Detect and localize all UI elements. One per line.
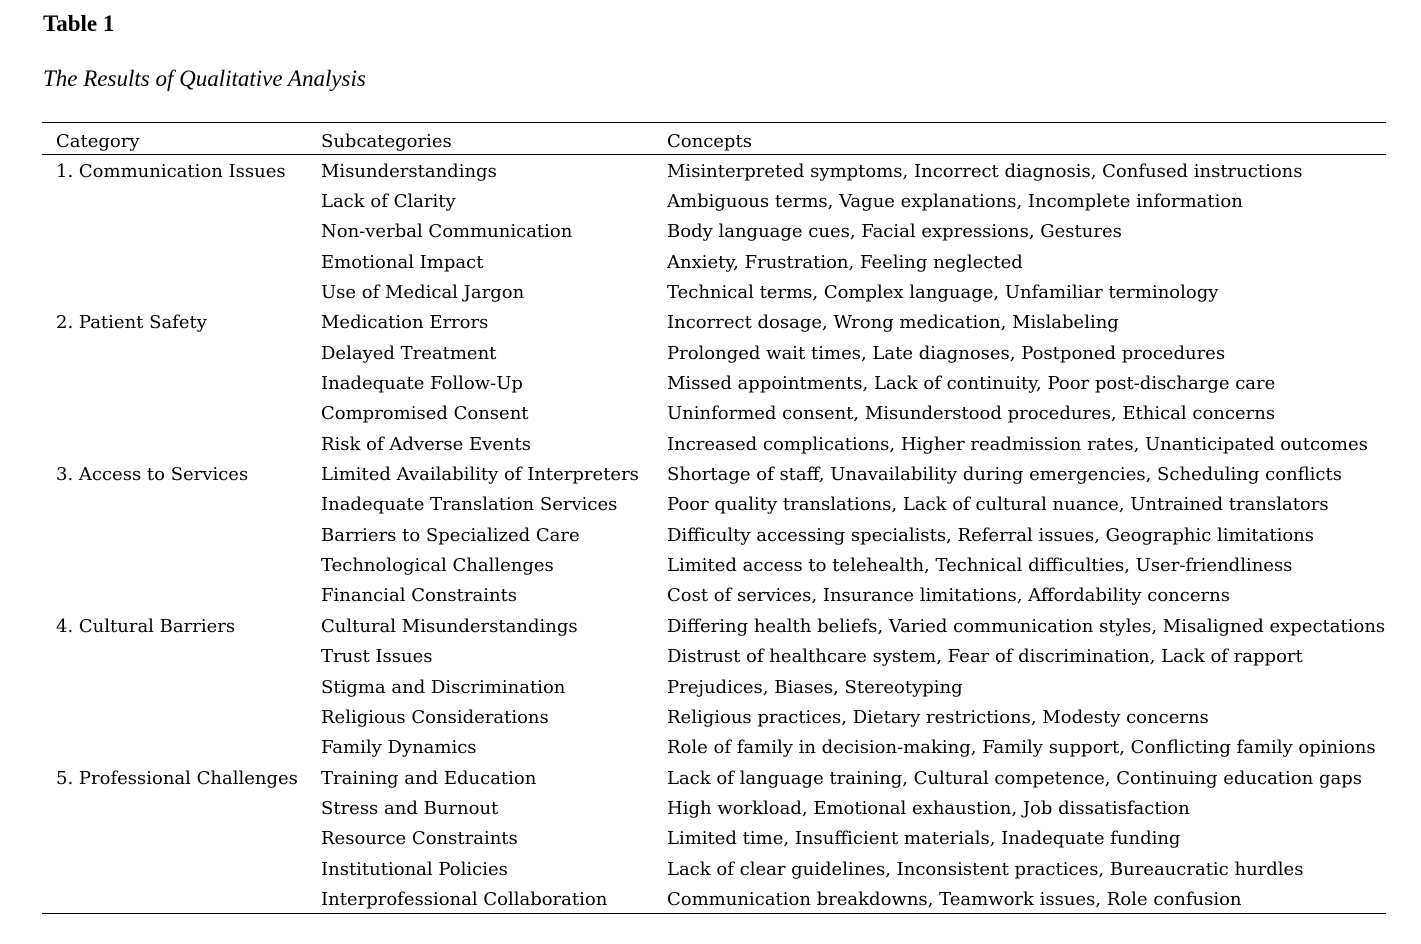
table-row	[42, 884, 1386, 914]
concepts-cell: Religious practices, Dietary restrictions, Modesty concerns	[667, 706, 1209, 728]
concepts-cell: Limited time, Insufficient materials, Inadequate funding	[667, 828, 1181, 850]
table-row	[42, 459, 1386, 489]
table-row	[42, 156, 1386, 186]
table-header-row	[42, 126, 1386, 156]
concepts-cell: Poor quality translations, Lack of cultural nuance, Untrained translators	[667, 494, 1329, 516]
header-category: Category	[56, 130, 140, 152]
subcategory-cell: Religious Considerations	[321, 706, 549, 728]
subcategory-cell: Compromised Consent	[321, 403, 529, 425]
table-top-rule	[42, 122, 1386, 123]
subcategory-cell: Use of Medical Jargon	[321, 282, 525, 304]
concepts-cell: Shortage of staff, Unavailability during emergencies, Scheduling conflicts	[667, 464, 1342, 486]
table-row	[42, 368, 1386, 398]
subcategory-cell: Barriers to Specialized Care	[321, 524, 580, 546]
category-cell	[42, 338, 321, 368]
subcategory-cell: Training and Education	[321, 767, 537, 789]
table-number: Table 1	[43, 11, 115, 36]
concepts-cell: Ambiguous terms, Vague explanations, Incomplete information	[667, 191, 1243, 213]
table-row	[42, 217, 1386, 247]
table-row	[42, 793, 1386, 823]
table-row	[42, 429, 1386, 459]
table-title: The Results of Qualitative Analysis	[43, 66, 366, 91]
category-cell: 3. Access to Services	[56, 464, 249, 486]
subcategory-cell: Inadequate Translation Services	[321, 494, 618, 516]
table-row	[42, 520, 1386, 550]
category-cell: 4. Cultural Barriers	[56, 615, 236, 637]
category-cell	[42, 217, 321, 247]
table-row	[42, 277, 1386, 307]
table-row	[42, 186, 1386, 216]
concepts-cell: Limited access to telehealth, Technical difficulties, User-friendliness	[667, 555, 1293, 577]
table-row	[42, 338, 1386, 368]
subcategory-cell: Lack of Clarity	[321, 191, 456, 213]
header-subcategories: Subcategories	[321, 130, 452, 152]
concepts-cell: Body language cues, Facial expressions, Gestures	[667, 221, 1122, 243]
table-row	[42, 611, 1386, 641]
results-table	[42, 126, 1386, 915]
table-row	[42, 854, 1386, 884]
category-cell: 5. Professional Challenges	[56, 767, 298, 789]
concepts-cell: Prejudices, Biases, Stereotyping	[667, 676, 963, 698]
table-row	[42, 642, 1386, 672]
concepts-cell: Anxiety, Frustration, Feeling neglected	[667, 251, 1023, 273]
subcategory-cell: Family Dynamics	[321, 737, 477, 759]
subcategory-cell: Limited Availability of Interpreters	[321, 464, 639, 486]
header-concepts: Concepts	[667, 130, 752, 152]
subcategory-cell: Non-verbal Communication	[321, 221, 573, 243]
table-row	[42, 550, 1386, 580]
concepts-cell: Incorrect dosage, Wrong medication, Mislabeling	[667, 312, 1119, 334]
subcategory-cell: Cultural Misunderstandings	[321, 615, 578, 637]
table-body	[42, 156, 1386, 915]
category-cell	[42, 490, 321, 520]
category-cell	[42, 581, 321, 611]
subcategory-cell: Emotional Impact	[321, 251, 484, 273]
table-row	[42, 581, 1386, 611]
category-cell	[42, 247, 321, 277]
concepts-cell: Distrust of healthcare system, Fear of discrimination, Lack of rapport	[667, 646, 1303, 668]
subcategory-cell: Resource Constraints	[321, 828, 518, 850]
category-cell	[42, 733, 321, 763]
table-row	[42, 763, 1386, 793]
category-cell	[42, 399, 321, 429]
table-row	[42, 247, 1386, 277]
table-row	[42, 399, 1386, 429]
subcategory-cell: Risk of Adverse Events	[321, 433, 531, 455]
subcategory-cell: Stress and Burnout	[321, 797, 499, 819]
concepts-cell: Lack of clear guidelines, Inconsistent practices, Bureaucratic hurdles	[667, 858, 1304, 880]
table-row	[42, 824, 1386, 854]
concepts-cell: Differing health beliefs, Varied communication styles, Misaligned expectations	[667, 615, 1386, 637]
concepts-cell: Uninformed consent, Misunderstood procedures, Ethical concerns	[667, 403, 1276, 425]
category-cell	[42, 884, 321, 914]
table-row	[42, 672, 1386, 702]
table-row	[42, 308, 1386, 338]
concepts-cell: Increased complications, Higher readmission rates, Unanticipated outcomes	[667, 433, 1368, 455]
category-cell	[42, 854, 321, 884]
subcategory-cell: Interprofessional Collaboration	[321, 888, 608, 910]
table-row	[42, 733, 1386, 763]
category-cell	[42, 277, 321, 307]
category-cell	[42, 702, 321, 732]
category-cell	[42, 672, 321, 702]
category-cell: 2. Patient Safety	[56, 312, 207, 334]
subcategory-cell: Medication Errors	[321, 312, 489, 334]
category-cell	[42, 642, 321, 672]
concepts-cell: Technical terms, Complex language, Unfamiliar terminology	[667, 282, 1219, 304]
concepts-cell: Difficulty accessing specialists, Referral issues, Geographic limitations	[667, 524, 1315, 546]
category-cell	[42, 429, 321, 459]
subcategory-cell: Institutional Policies	[321, 858, 508, 880]
subcategory-cell: Stigma and Discrimination	[321, 676, 566, 698]
table-row	[42, 490, 1386, 520]
category-cell	[42, 368, 321, 398]
concepts-cell: Lack of language training, Cultural competence, Continuing education gaps	[667, 767, 1362, 789]
concepts-cell: Cost of services, Insurance limitations, Affordability concerns	[667, 585, 1230, 607]
concepts-cell: Communication breakdowns, Teamwork issues, Role confusion	[667, 888, 1242, 910]
subcategory-cell: Trust Issues	[321, 646, 433, 668]
category-cell: 1. Communication Issues	[56, 160, 286, 182]
subcategory-cell: Technological Challenges	[321, 555, 554, 577]
subcategory-cell: Inadequate Follow-Up	[321, 373, 523, 395]
concepts-cell: High workload, Emotional exhaustion, Job dissatisfaction	[667, 797, 1190, 819]
concepts-cell: Missed appointments, Lack of continuity, Poor post-discharge care	[667, 373, 1276, 395]
concepts-cell: Misinterpreted symptoms, Incorrect diagnosis, Confused instructions	[667, 160, 1303, 182]
category-cell	[42, 550, 321, 580]
concepts-cell: Prolonged wait times, Late diagnoses, Postponed procedures	[667, 342, 1226, 364]
category-cell	[42, 824, 321, 854]
category-cell	[42, 793, 321, 823]
subcategory-cell: Delayed Treatment	[321, 342, 497, 364]
category-cell	[42, 520, 321, 550]
category-cell	[42, 186, 321, 216]
table-row	[42, 702, 1386, 732]
concepts-cell: Role of family in decision-making, Family support, Conflicting family opinions	[667, 737, 1376, 759]
subcategory-cell: Misunderstandings	[321, 160, 497, 182]
subcategory-cell: Financial Constraints	[321, 585, 518, 607]
